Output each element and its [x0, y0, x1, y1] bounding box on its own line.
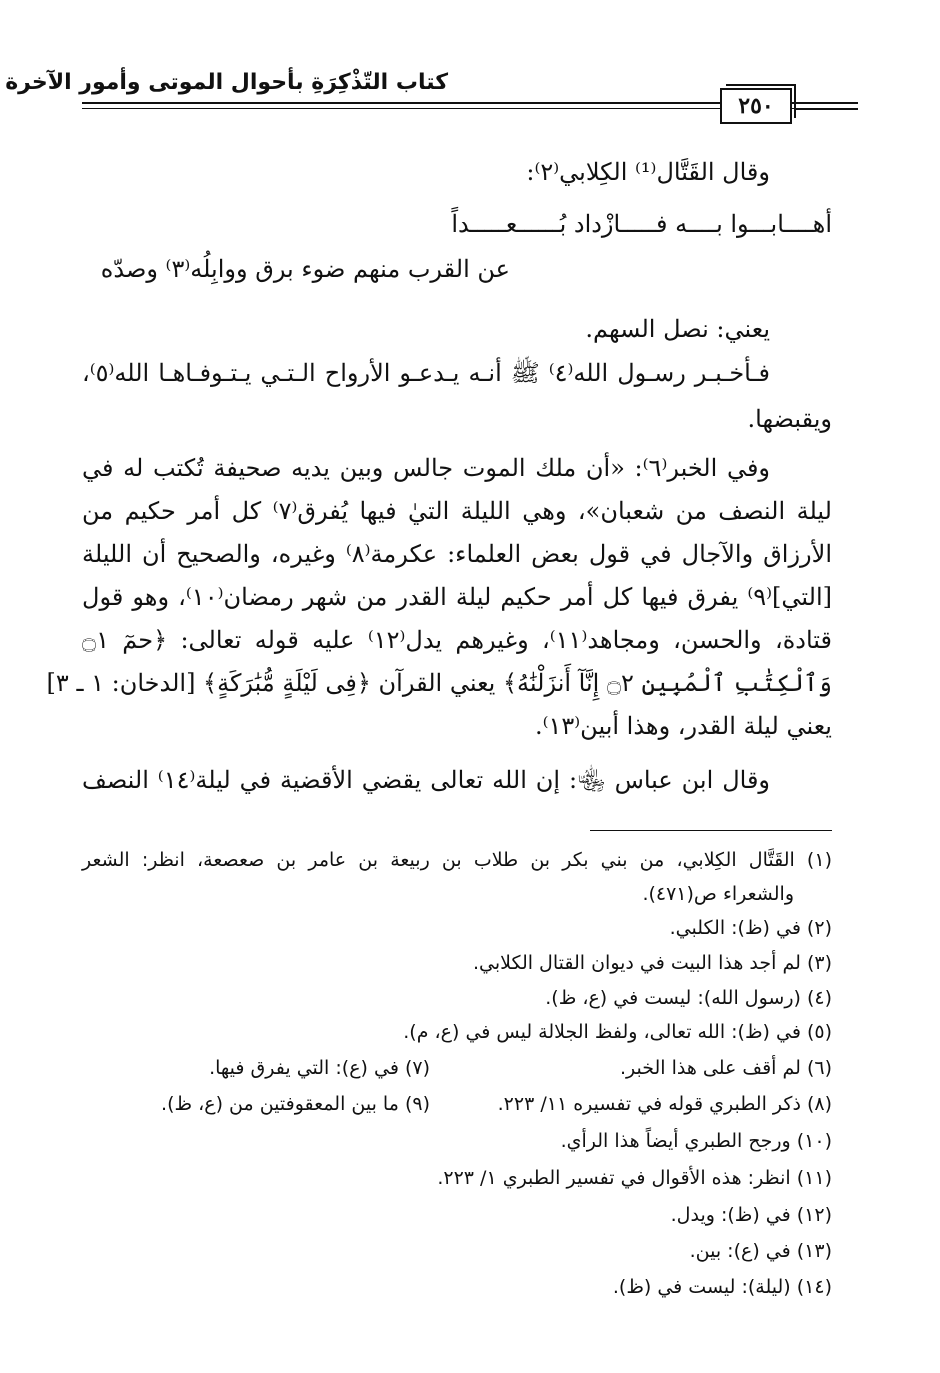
footnote: (١) القَتَّال الكِلابي، من بني بكر بن طلاب بن ربيعة بن عامر بن صعصعة، انظر: الشعر: [82, 849, 832, 871]
footnote: (١٠) ورجح الطبري أيضاً هذا الرأي.: [560, 1130, 832, 1152]
header-rule: [82, 102, 795, 104]
footnote-separator: [590, 830, 832, 831]
page-number-box: [720, 88, 792, 124]
poem-line: أهــــابـــوا بــــه فـــــازْداد بُــــــعـــــداً: [451, 210, 832, 238]
footnote: (٧) في (ع): التي يفرق فيها.: [209, 1057, 430, 1079]
footnote: (١٤) (ليلة): ليست في (ظ).: [612, 1276, 832, 1298]
body-line: يعني ليلة القدر، وهذا أبين⁽١٣⁾.: [534, 712, 832, 740]
body-line: ليلة النصف من شعبان»، وهي الليلة التيٰ فيها يُفرق⁽٧⁾ كل أمر حكيم من: [82, 497, 832, 525]
footnote: (١٣) في (ع): بين.: [689, 1240, 832, 1262]
body-line: وَٱلْكِتَٰبِ ٱلْمُبِينِ ۝٢ إِنَّآ أَنزَلْنَٰهُ﴾ يعني القرآن ﴿فِى لَيْلَةٍ مُّبَٰرَكَةٍ﴾ [الدخان: ١ ـ ٣]: [46, 669, 832, 697]
body-line: وفي الخبر⁽٦⁾: «أن ملك الموت جالس وبين يديه صحيفة تُكتب له في: [82, 454, 771, 482]
body-line: وقال القَتَّال⁽¹⁾ الكِلابي⁽٢⁾:: [526, 158, 770, 186]
footnote: (٥) في (ظ): الله تعالى، ولفظ الجلالة ليس في (ع، م).: [403, 1021, 832, 1043]
footnote: (٢) في (ظ): الكلبي.: [669, 917, 832, 939]
footnote: (١٢) في (ظ): ويدل.: [670, 1204, 832, 1226]
footnote: (٤) (رسول الله): ليست في (ع، ظ).: [545, 987, 832, 1009]
header-rule: [82, 108, 795, 109]
body-line: الأرزاق والآجال في قول بعض العلماء: عكرمة⁽٨⁾ وغيره، والصحيح أن الليلة: [82, 540, 832, 568]
footnote: (١١) انظر: هذه الأقوال في تفسير الطبري ١/ ٢٢٣.: [437, 1167, 832, 1189]
body-line: قتادة، والحسن، ومجاهد⁽١١⁾، وغيرهم يدل⁽١٢⁾ عليه قوله تعالى: ﴿حمٓ ۝١: [82, 626, 832, 654]
header-rule-stub: [796, 102, 858, 104]
body-line: يعني: نصل السهم.: [585, 315, 770, 343]
body-line: ويقبضها.: [747, 405, 832, 433]
footnote: (٨) ذكر الطبري قوله في تفسيره ١١/ ٢٢٣.: [497, 1093, 832, 1115]
footnote: (٩) ما بين المعقوفتين من (ع، ظ).: [161, 1093, 430, 1115]
footnote: (٣) لم أجد هذا البيت في ديوان القتال الكلابي.: [472, 952, 832, 974]
header-rule-stub: [796, 108, 858, 110]
running-header-title: كتاب التّذْكِرَةِ بأحوال الموتى وأمور الآخرة: [5, 70, 448, 95]
poem-line: عن القرب منهم ضوء برق ووابِلُه⁽٣⁾ وصدّه: [100, 255, 510, 283]
body-line: فـأخـبـر رسـول الله⁽٤⁾ ﷺ أنـه يـدعـو الأرواح الـتـي يـتـوفـاهـا الله⁽٥⁾،: [82, 359, 770, 387]
body-line: [التي]⁽٩⁾ يفرق فيها كل أمر حكيم ليلة القدر من شهر رمضان⁽١٠⁾، وهو قول: [82, 583, 832, 611]
footnote: (٦) لم أقف على هذا الخبر.: [619, 1057, 832, 1079]
body-line: وقال ابن عباس ﵄: إن الله تعالى يقضي الأقضية في ليلة⁽١٤⁾ النصف: [82, 766, 771, 794]
footnote-continuation: والشعراء ص(٤٧١).: [642, 883, 794, 905]
page-number: ٢٥٠: [738, 93, 774, 119]
